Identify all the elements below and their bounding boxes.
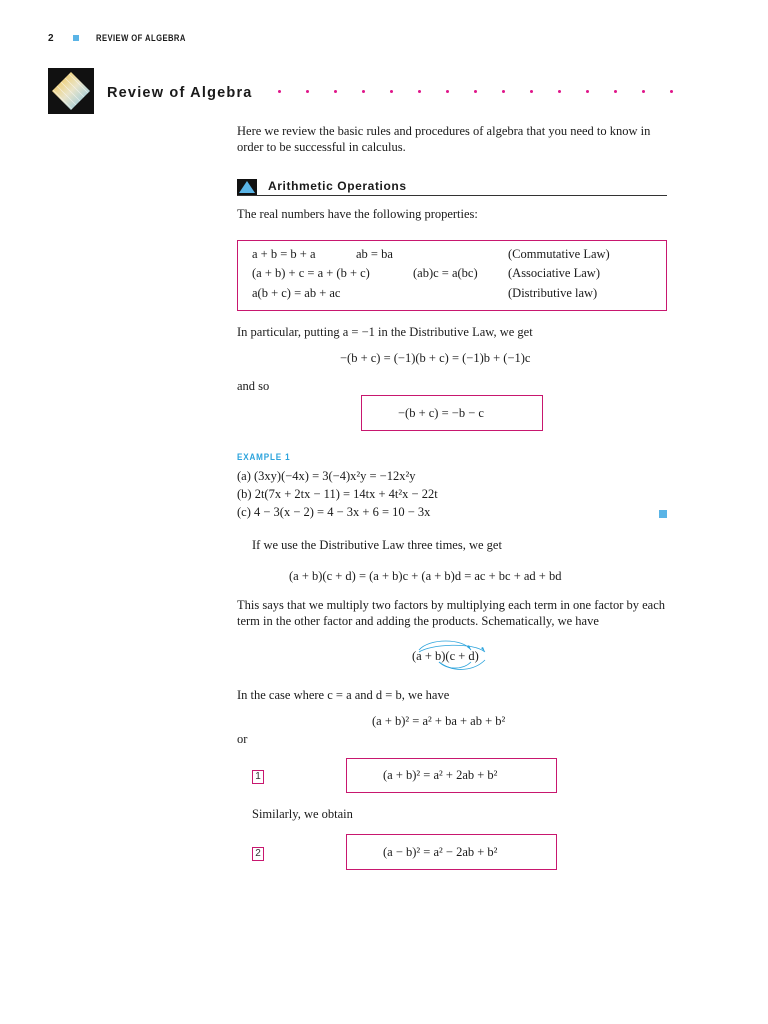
running-title: REVIEW OF ALGEBRA	[96, 33, 186, 43]
chapter-logo	[48, 68, 94, 114]
laws-box	[237, 240, 667, 311]
law-associative-name: (Associative Law)	[508, 266, 600, 280]
and-so-text: and so	[237, 379, 270, 393]
example-line-a: (a) (3xy)(−4x) = 3(−4)x²y = −12x²y	[237, 469, 416, 483]
schematic-paragraph: This says that we multiply two factors by multiplying each term in one factor by each term in the other factor and adding the products. Schematically, we have	[237, 598, 666, 628]
distributive-negation-eq: −(b + c) = (−1)(b + c) = (−1)b + (−1)c	[340, 351, 531, 365]
law-associative-eq2: (ab)c = a(bc)	[413, 266, 478, 280]
example-end-square-icon	[659, 510, 667, 518]
section-title: Arithmetic Operations	[268, 179, 407, 193]
law-commutative-eq1: a + b = b + a	[252, 247, 316, 261]
particular-text: In particular, putting a = −1 in the Distributive Law, we get	[237, 325, 533, 339]
law-commutative-name: (Commutative Law)	[508, 247, 610, 261]
negation-box	[361, 395, 543, 431]
example-line-c: (c) 4 − 3(x − 2) = 4 − 3x + 6 = 10 − 3x	[237, 505, 431, 519]
chapter-title: Review of Algebra	[107, 85, 253, 101]
example-line-b: (b) 2t(7x + 2tx − 11) = 14tx + 4t²x − 22t	[237, 487, 438, 501]
formula-2-box	[346, 834, 557, 870]
law-distributive-eq1: a(b + c) = ab + ac	[252, 286, 341, 300]
section-rule	[237, 195, 667, 196]
or-text: or	[237, 732, 248, 746]
properties-intro: The real numbers have the following properties:	[237, 207, 478, 221]
boxed-negation-eq: −(b + c) = −b − c	[398, 406, 484, 420]
formula-2-number: 2	[252, 847, 264, 861]
page-number: 2	[48, 33, 54, 44]
formula-1-number: 1	[252, 770, 264, 784]
formula-1-eq: (a + b)² = a² + 2ab + b²	[383, 768, 498, 782]
law-distributive-name: (Distributive law)	[508, 286, 598, 300]
formula-1-box	[346, 758, 557, 793]
law-associative-eq1: (a + b) + c = a + (b + c)	[252, 266, 370, 280]
intro-paragraph: Here we review the basic rules and procedures of algebra that you need to know in order to be successful in calculus.	[237, 124, 651, 154]
similarly-text: Similarly, we obtain	[252, 807, 353, 821]
three-times-text: If we use the Distributive Law three times, we get	[252, 538, 502, 552]
schematic-eq: (a + b)(c + d)	[412, 649, 479, 663]
case-text: In the case where c = a and d = b, we have	[237, 688, 450, 702]
formula-2-eq: (a − b)² = a² − 2ab + b²	[383, 845, 498, 859]
square-expand-eq: (a + b)² = a² + ba + ab + b²	[372, 714, 506, 728]
example-label: EXAMPLE 1	[237, 452, 291, 463]
law-commutative-eq2: ab = ba	[356, 247, 393, 261]
header-square-icon	[73, 35, 79, 41]
section-triangle-icon	[237, 179, 257, 195]
foil-eq: (a + b)(c + d) = (a + b)c + (a + b)d = ac + bc + ad + bd	[289, 569, 562, 583]
title-dot-leader	[278, 81, 673, 101]
